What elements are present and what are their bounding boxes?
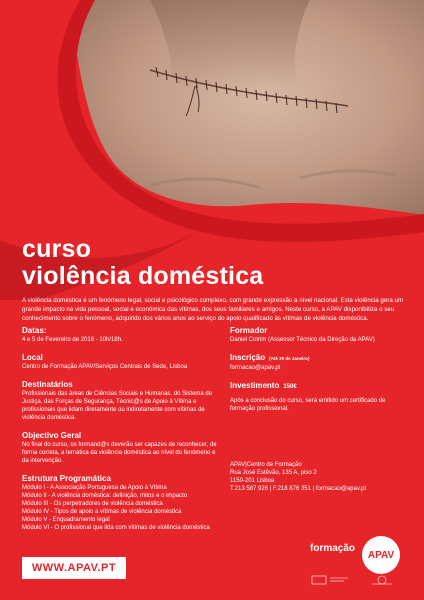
intro-paragraph: A violência doméstica é um fenómeno legal, social e psicológico complexo, com grande expressão a nível nacional. Esta violência gera um grande impacto na vida pessoal, social e económica das vítimas, dos seus familiares e amigos. Neste curso, a APAV disponibiliza o seu conhecimento sobre o fenómeno, adquirido dos vários anos ao serviço do apoio qualificado às vítimas de violência doméstica. bbox=[22, 297, 404, 322]
local-text: Centro de Formação APAV/Serviços Centrais de Sede, Lisboa bbox=[22, 364, 188, 370]
objetivo-heading: Objectivo Geral bbox=[22, 431, 82, 440]
investimento-heading: Investimento bbox=[230, 381, 280, 390]
title-line-1: curso bbox=[22, 235, 92, 263]
inscricao-heading: Inscrição bbox=[230, 353, 266, 362]
investimento-value: 150€ bbox=[283, 384, 297, 390]
module-item: Módulo V - Enquadramento legal bbox=[22, 517, 110, 523]
brand-block bbox=[310, 534, 410, 588]
investimento-heading-row bbox=[230, 381, 406, 391]
inscricao-heading-row bbox=[230, 353, 406, 364]
contact-line-4: T.213 587 926 | F.218 876 351 | formacao@apav.pt bbox=[230, 486, 367, 492]
contact-block bbox=[230, 461, 406, 493]
formacao-wordmark: formação bbox=[310, 543, 356, 554]
title-line-2: violência doméstica bbox=[22, 262, 264, 290]
estrutura-heading: Estrutura Programática bbox=[22, 474, 111, 483]
local-heading: Local bbox=[22, 353, 43, 362]
apav-logo-text: APAV bbox=[367, 549, 395, 561]
partner-logos bbox=[310, 562, 410, 588]
module-item: Módulo II - A violência doméstica: definição, mitos e o impacto bbox=[22, 493, 188, 499]
formador-heading: Formador bbox=[230, 326, 268, 335]
contact-line-2: Rua José Estêvão, 135 A, piso 2 bbox=[230, 470, 317, 476]
left-column bbox=[22, 326, 218, 532]
destinatarios-text: Profissionais das áreas de Ciências Sociais e Humanas, do Sistema de Justiça, das Forças de Segurança, Técnic@s de Apoio à Vítima e profissionais que lidam diretamente ou indiretamente com vítimas de violência doméstica. bbox=[22, 391, 213, 421]
course-title bbox=[22, 236, 263, 290]
module-item: Módulo IV - Tipos de apoio a vítimas de violência doméstica bbox=[22, 509, 182, 515]
destinatarios-heading: Destinatários bbox=[22, 380, 73, 389]
module-item: Módulo VI - O profissional que lida com vítimas de violência doméstica bbox=[22, 525, 210, 531]
inscricao-email[interactable]: formacao@apav.pt bbox=[230, 365, 281, 371]
module-item: Módulo I - A Associação Portuguesa de Apoio à Vítima bbox=[22, 485, 167, 491]
datas-text: 4 e 5 de Fevereiro de 2016 - 10h/18h. bbox=[22, 337, 123, 343]
contact-line-1: APAV|Centro de Formação bbox=[230, 462, 302, 468]
formador-text: Daniel Cotrim (Assessor Técnico da Direção da APAV) bbox=[230, 337, 375, 343]
module-item: Módulo III - Os perpetradores de violência doméstica bbox=[22, 501, 163, 507]
certificado-text: Após a conclusão do curso, será emitido um certificado de formação profissional. bbox=[230, 398, 386, 412]
website-link[interactable]: WWW.APAV.PT bbox=[22, 557, 126, 579]
objetivo-text: No final do curso, os formand@s deverão ser capazes de reconhecer, de forma correta, a temática da violência doméstica ao nível do fenómeno e da intervenção. bbox=[22, 442, 217, 464]
datas-heading: Datas: bbox=[22, 326, 47, 335]
right-column bbox=[230, 326, 406, 493]
inscricao-note: (Até 29 de Janeiro) bbox=[269, 356, 310, 361]
contact-line-3: 1150-201 Lisboa bbox=[230, 478, 275, 484]
